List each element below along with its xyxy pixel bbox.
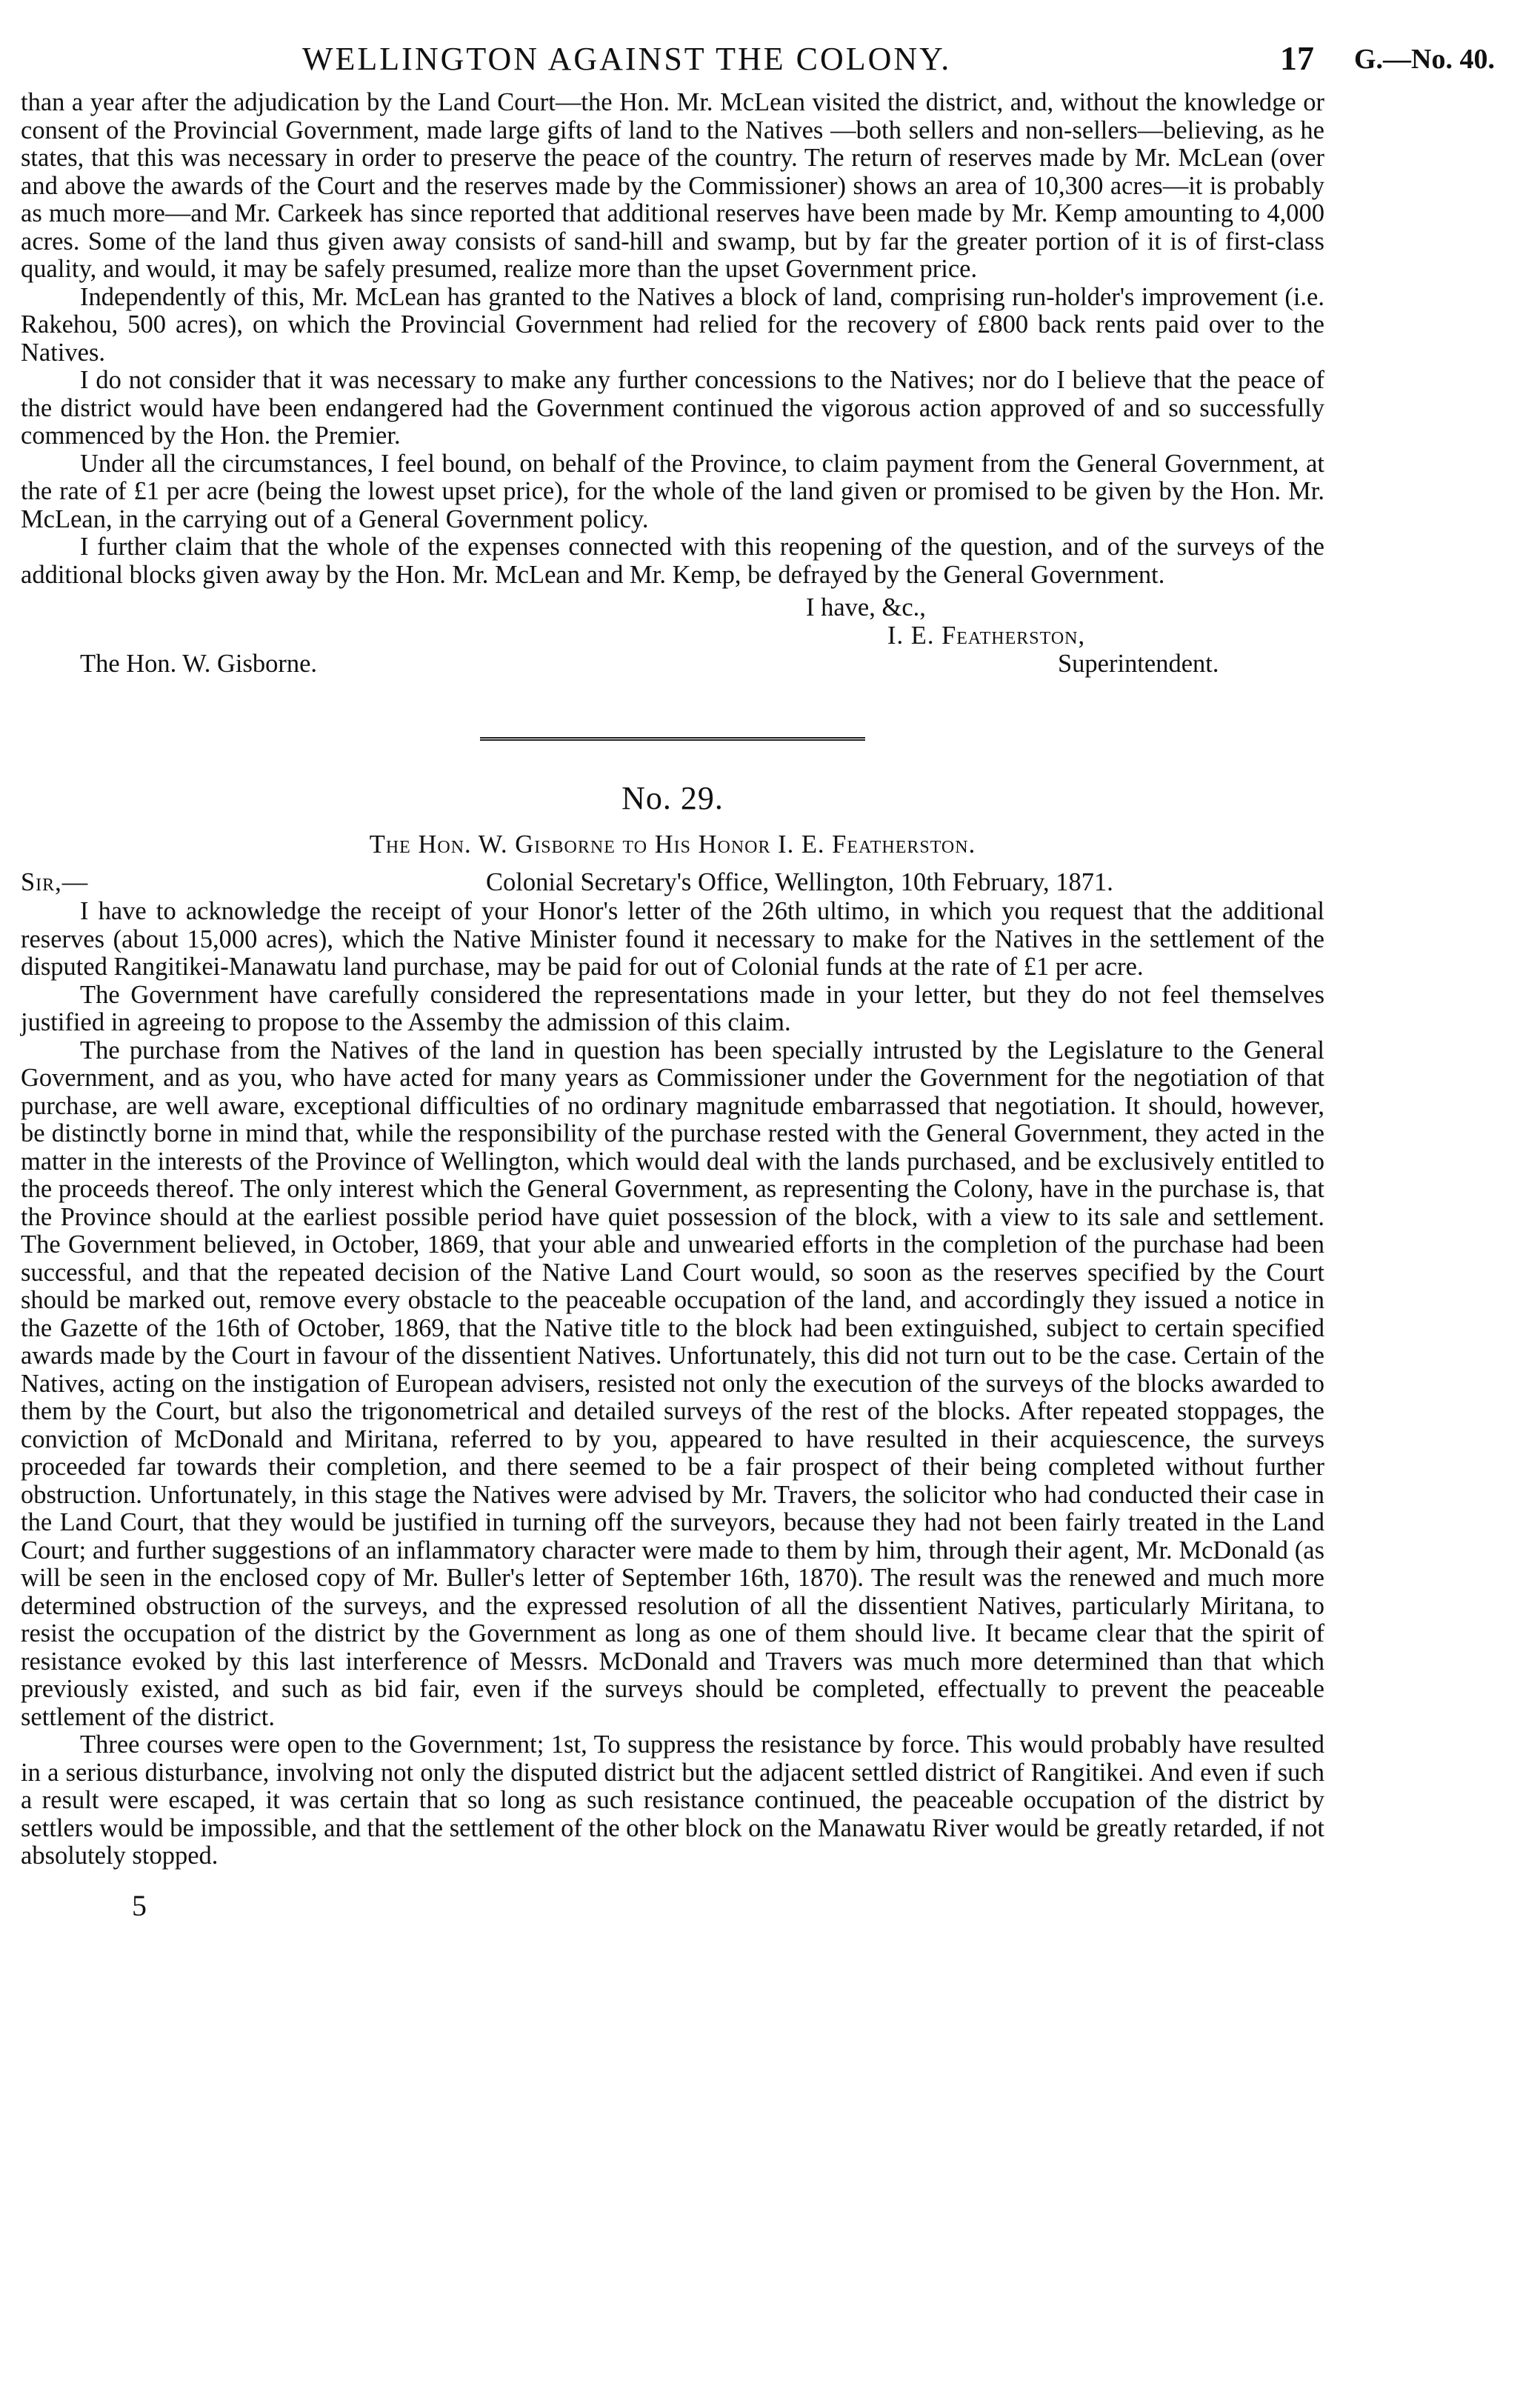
paragraph: Under all the circumstances, I feel bound, on behalf of the Province, to claim payment from the General Government, at the rate of £1 per acre (being the lowest upset price), for the whole of the land given or promised to be given by the Hon. Mr. McLean, in the carrying out of a General Government policy. [21, 449, 1324, 533]
paper-reference: G.—No. 40. [1354, 44, 1495, 75]
paragraph: Independently of this, Mr. McLean has granted to the Natives a block of land, comprising run-holder's improvement (i.e. Rakehou, 500 acres), on which the Provincial Government had relied for the recovery of £800 back rents paid over to the Natives. [21, 282, 1324, 367]
letter-1-closing [21, 589, 1324, 693]
letter-2-body [21, 898, 1324, 1870]
page-number: 17 [1280, 39, 1314, 77]
paragraph: The purchase from the Natives of the land in question has been specially intrusted by the Legislature to the General Government, and as you, who have acted for many years as Commissioner under the Government for the negotiation of that purchase, are well aware, exceptional difficulties of no ordinary magnitude embarrassed that negotiation. It should, however, be distinctly borne in mind that, while the responsibility of the purchase rested with the General Government, they acted in the matter in the interests of the Province of Wellington, which would deal with the lands purchased, and be exclusively entitled to the proceeds thereof. The only interest which the General Government, as representing the Colony, have in the purchase is, that the Province should at the earliest possible period have quiet possession of the block, with a view to its sale and settlement. The Government believed, in October, 1869, that your able and unwearied efforts in the completion of the purchase had been successful, and that the repeated decision of the Native Land Court would, so soon as the reserves specified by the Court should be marked out, remove every obstacle to the peaceable occupation of the land, and accordingly they issued a notice in the Gazette of the 16th of October, 1869, that the Native title to the block had been extinguished, subject to certain specified awards made by the Court in favour of the dissentient Natives. Unfortunately, this did not turn out to be the case. Certain of the Natives, acting on the instigation of European advisers, resisted not only the execution of the surveys of the blocks awarded to them by the Court, but also the trigonometrical and detailed surveys of the rest of the blocks. After repeated stoppages, the conviction of McDonald and Miritana, referred to by you, appeared to have resulted in their acquiescence, the surveys proceeded far towards their completion, and there seemed to be a fair prospect of their being completed without further obstruction. Unfortunately, in this stage the Natives were advised by Mr. Travers, the solicitor who had conducted their case in the Land Court, that they would be justified in turning off the surveyors, because they had not been fairly treated in the Land Court; and further suggestions of an inflammatory character were made to them by him, through their agent, Mr. McDonald (as will be seen in the enclosed copy of Mr. Buller's letter of September 16th, 1870). The result was the renewed and much more determined obstruction of the surveys, and the expressed resolution of all the dissentient Natives, particularly Miritana, to resist the occupation of the district by the Government as long as one of them should live. It became clear that the spirit of resistance evoked by this last interference of Messrs. McDonald and Travers was much more determined than that which previously existed, and such as bid fair, even if the surveys should be completed, effectually to prevent the peaceable settlement of the district. [21, 1036, 1324, 1731]
document-page [21, 30, 1495, 1923]
paragraph: I do not consider that it was necessary to make any further concessions to the Natives; nor do I believe that the peace of the district would have been endangered had the Government continued the vigorous action approved of and so successfully commenced by the Hon. the Premier. [21, 366, 1324, 450]
paragraph: than a year after the adjudication by the Land Court—the Hon. Mr. McLean visited the district, and, without the knowledge or consent of the Provincial Government, made large gifts of land to the Natives —both sellers and non-sellers—believing, as he states, that this was necessary in order to preserve the peace of the country. The return of reserves made by Mr. McLean (over and above the awards of the Court and the reserves made by the Commissioner) shows an area of 10,300 acres—it is probably as much more—and Mr. Carkeek has since reported that additional reserves have been made by Mr. Kemp amounting to 4,000 acres. Some of the land thus given away consists of sand-hill and swamp, but by far the greater portion of it is of first-class quality, and would, it may be safely presumed, realize more than the upset Government price. [21, 88, 1324, 283]
signature-mark: 5 [132, 1888, 147, 1922]
salutation-line [21, 865, 1324, 898]
place-and-date: Colonial Secretary's Office, Wellington, 10th February, 1871. [486, 868, 1113, 896]
running-title: WELLINGTON AGAINST THE COLONY. [302, 41, 952, 77]
paragraph: Three courses were open to the Government; 1st, To suppress the resistance by force. This would probably have resulted in a serious disturbance, involving not only the disputed district but the adjacent settled district of Rangitikei. And even if such a result were escaped, it was certain that so long as such resistance continued, the peaceable occupation of the district by settlers would be impossible, and that the settlement of the other block on the Manawatu River would be greatly retarded, if not absolutely stopped. [21, 1730, 1324, 1870]
signatory-title: Superintendent. [1058, 650, 1219, 678]
addressee: The Hon. W. Gisborne. [80, 650, 318, 678]
page-header [21, 30, 1495, 89]
paragraph: I have to acknowledge the receipt of your Honor's letter of the 26th ultimo, in which you request that the additional reserves (about 15,000 acres), which the Native Minister found it necessary to make for the Natives in the settlement of the disputed Rangitikei-Manawatu land purchase, may be paid for out of Colonial funds at the rate of £1 per acre. [21, 897, 1324, 981]
letter-heading: The Hon. W. Gisborne to His Honor I. E. Featherston. [369, 830, 976, 859]
section-divider [480, 737, 865, 744]
paragraph: The Government have carefully considered the representations made in your letter, but they do not feel themselves justified in agreeing to propose to the Assemby the admission of this claim. [21, 980, 1324, 1036]
salutation: Sir,— [21, 868, 89, 896]
paragraph: I further claim that the whole of the expenses connected with this reopening of the question, and of the surveys of the additional blocks given away by the Hon. Mr. McLean and Mr. Kemp, be defrayed by the General Government. [21, 533, 1324, 589]
closing-phrase: I have, &c., [806, 593, 926, 622]
letter-1-body [21, 89, 1324, 589]
document-number: No. 29. [621, 780, 724, 816]
signatory-name: I. E. Featherston, [887, 622, 1086, 650]
